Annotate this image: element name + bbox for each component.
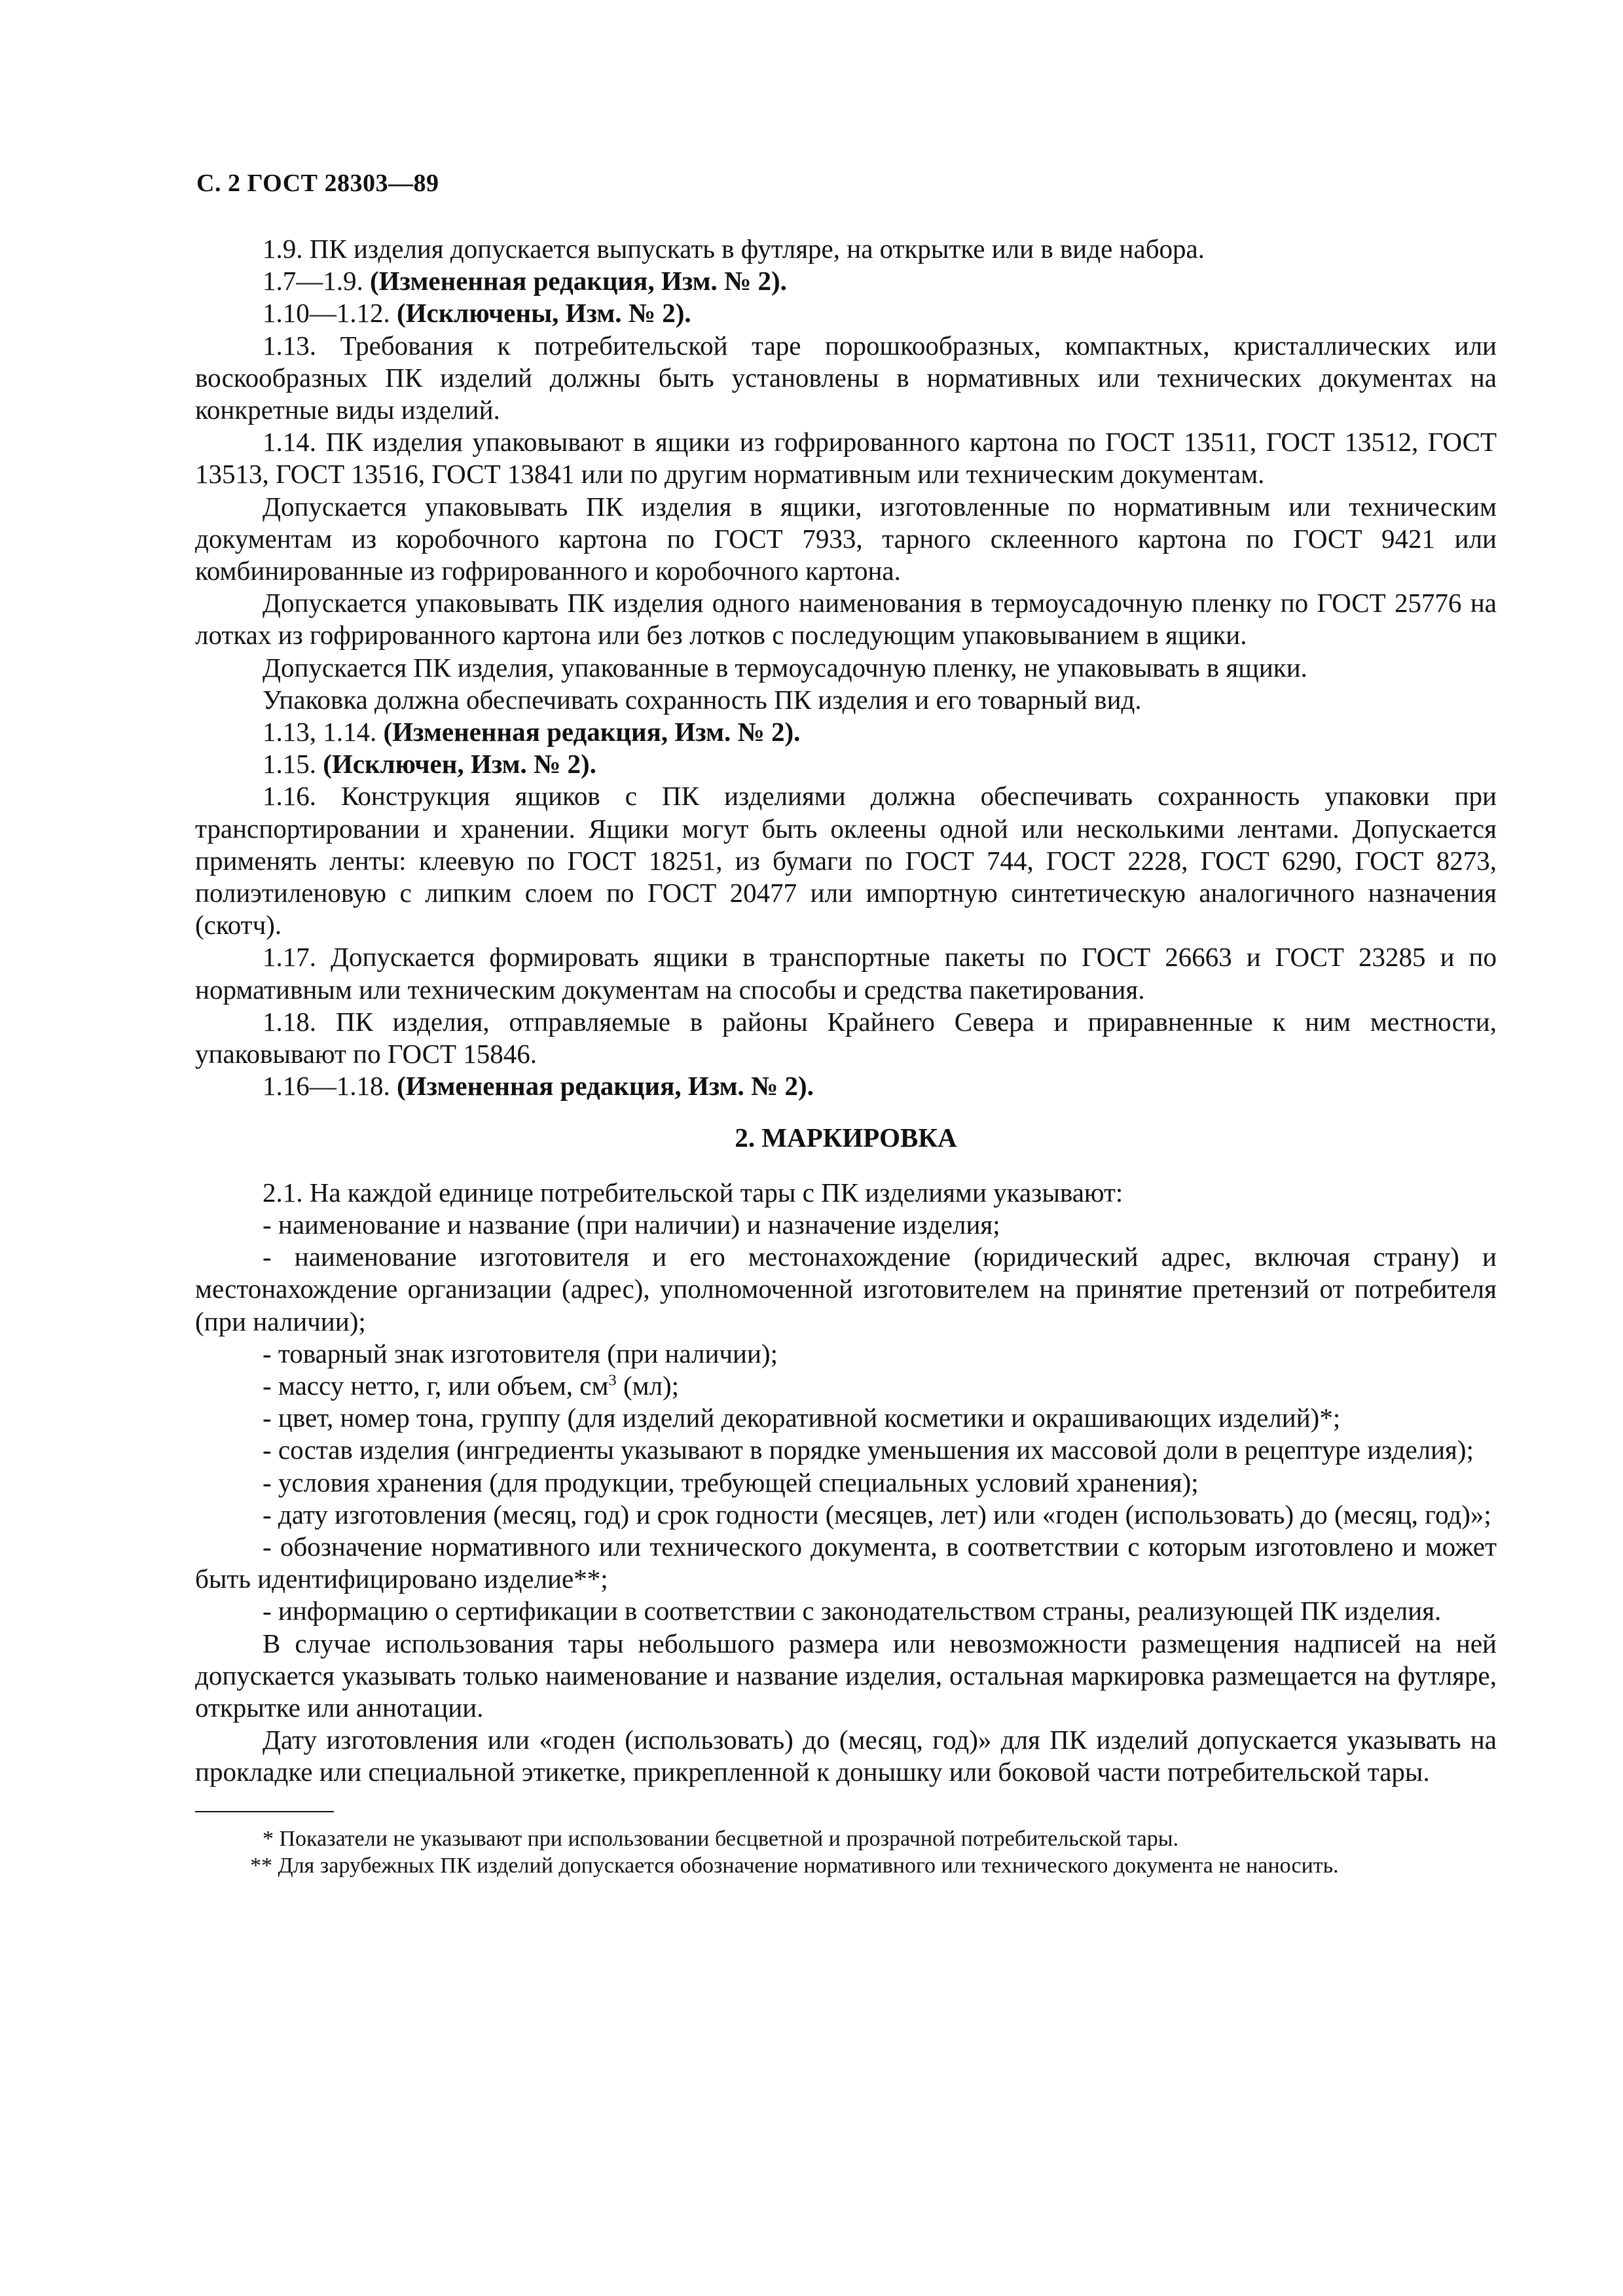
- amendment-note: (Исключен, Изм. № 2).: [323, 749, 596, 780]
- document-body: [195, 233, 1497, 1879]
- small-tare-paragraph: В случае использования тары небольшого размера или невозможности размещения надписей на ней допускается указывать только наименование и название изделия, остальная маркировка размещается на футляре, открытке или аннотации.: [195, 1628, 1497, 1723]
- production-date-paragraph: Дату изготовления или «годен (использовать) до (месяц, год)» для ПК изделий допускается указывать на прокладке или специальной этикетке, прикрепленной к донышку или боковой части потребительской тары.: [195, 1725, 1497, 1787]
- marking-item: - товарный знак изготовителя (при наличии);: [263, 1338, 778, 1369]
- marking-item: - состав изделия (ингредиенты указывают в порядке уменьшения их массовой доли в рецептуре изделия);: [263, 1435, 1474, 1465]
- clause-number: 1.16—1.18.: [263, 1071, 390, 1102]
- marking-item: - обозначение нормативного или технического документа, в соответствии с которым изготовлено и может быть идентифицировано изделие**;: [195, 1531, 1497, 1594]
- marking-item: - наименование изготовителя и его местонахождение (юридический адрес, включая страну) и местонахождение организации (адрес), уполномоченной изготовителем на принятие претензий от потребителя (при наличии);: [195, 1242, 1497, 1336]
- section-title-marking: 2. МАРКИРОВКА: [735, 1122, 957, 1153]
- marking-item: - дату изготовления (месяц, год) и срок годности (месяцев, лет) или «годен (использовать) до (месяц, год)»;: [263, 1499, 1491, 1530]
- clause-number: 1.13, 1.14.: [263, 717, 377, 747]
- marking-item-text: - массу нетто, г, или объем, см: [263, 1370, 609, 1401]
- page-header: С. 2 ГОСТ 28303—89: [196, 170, 439, 197]
- marking-item: - информацию о сертификации в соответствии с законодательством страны, реализующей ПК изделия.: [263, 1596, 1442, 1626]
- clause-1-18: 1.18. ПК изделия, отправляемые в районы Крайнего Севера и приравненные к ним местности, упаковывают по ГОСТ 15846.: [195, 1006, 1497, 1069]
- clause-1-14-paragraph-b: Допускается упаковывать ПК изделия одного наименования в термоусадочную пленку по ГОСТ 25776 на лотках из гофрированного картона или без лотков с последующим упаковыванием в ящики.: [195, 588, 1497, 651]
- clause-1-17: 1.17. Допускается формировать ящики в транспортные пакеты по ГОСТ 26663 и ГОСТ 23285 и по нормативным или техническим документам на способы и средства пакетирования.: [195, 942, 1497, 1005]
- clause-1-9: 1.9. ПК изделия допускается выпускать в футляре, на открытке или в виде набора.: [263, 234, 1205, 264]
- marking-item: - цвет, номер тона, группу (для изделий декоративной косметики и окрашивающих изделий)*;: [263, 1403, 1341, 1433]
- amendment-note: (Исключены, Изм. № 2).: [397, 298, 691, 329]
- clause-1-14-paragraph-a: Допускается упаковывать ПК изделия в ящики, изготовленные по нормативным или техническим документам из коробочного картона по ГОСТ 7933, тарного склеенного картона по ГОСТ 9421 или комбинированные из гофрированного и коробочного картона.: [195, 491, 1497, 586]
- marking-item-text: (мл);: [616, 1370, 680, 1401]
- clause-1-14: 1.14. ПК изделия упаковывают в ящики из гофрированного картона по ГОСТ 13511, ГОСТ 13512, ГОСТ 13513, ГОСТ 13516, ГОСТ 13841 или по другим нормативным или техническим документам.: [195, 427, 1497, 490]
- clause-1-14-paragraph-c: Допускается ПК изделия, упакованные в термоусадочную пленку, не упаковывать в ящики.: [263, 652, 1307, 683]
- footnote-1: * Показатели не указывают при использовании бесцветной и прозрачной потребительской тары.: [263, 1826, 1179, 1851]
- clause-number: 1.15.: [263, 749, 316, 780]
- footnote-2: ** Для зарубежных ПК изделий допускается обозначение нормативного или технического документа не наносить.: [250, 1853, 1339, 1878]
- clause-1-13-1-14-note: [195, 716, 1497, 748]
- clause-1-7-1-9-note: [195, 265, 1497, 297]
- clause-1-16: 1.16. Конструкция ящиков с ПК изделиями должна обеспечивать сохранность упаковки при транспортировании и хранении. Ящики могут быть оклеены одной или несколькими лентами. Допускается применять ленты: клеевую по ГОСТ 18251, из бумаги по ГОСТ 744, ГОСТ 2228, ГОСТ 6290, ГОСТ 8273, полиэтиленовую с липким слоем по ГОСТ 20477 или импортную синтетическую аналогичного назначения (скотч).: [195, 781, 1497, 941]
- clause-number: 1.7—1.9.: [263, 266, 363, 296]
- amendment-note: (Измененная редакция, Изм. № 2).: [370, 266, 787, 296]
- superscript: 3: [608, 1371, 617, 1390]
- marking-item: - условия хранения (для продукции, требующей специальных условий хранения);: [263, 1467, 1199, 1498]
- footnote-divider: [195, 1811, 334, 1812]
- clause-1-15-note: [195, 748, 1497, 780]
- clause-1-13: 1.13. Требования к потребительской таре порошкообразных, компактных, кристаллических или воскообразных ПК изделий должны быть установлены в нормативных или технических документах на конкретные виды изделий.: [195, 330, 1497, 425]
- clause-1-14-paragraph-d: Упаковка должна обеспечивать сохранность ПК изделия и его товарный вид.: [263, 684, 1142, 715]
- amendment-note: (Измененная редакция, Изм. № 2).: [397, 1071, 814, 1102]
- marking-item: [195, 1370, 1497, 1402]
- clause-1-10-1-12-note: [195, 297, 1497, 329]
- marking-item: - наименование и название (при наличии) и назначение изделия;: [263, 1209, 1000, 1240]
- clause-2-1: 2.1. На каждой единице потребительской тары с ПК изделиями указывают:: [263, 1177, 1123, 1208]
- clause-1-16-1-18-note: [195, 1070, 1497, 1102]
- amendment-note: (Измененная редакция, Изм. № 2).: [383, 717, 801, 747]
- footnotes: [195, 1825, 1497, 1879]
- clause-number: 1.10—1.12.: [263, 298, 390, 329]
